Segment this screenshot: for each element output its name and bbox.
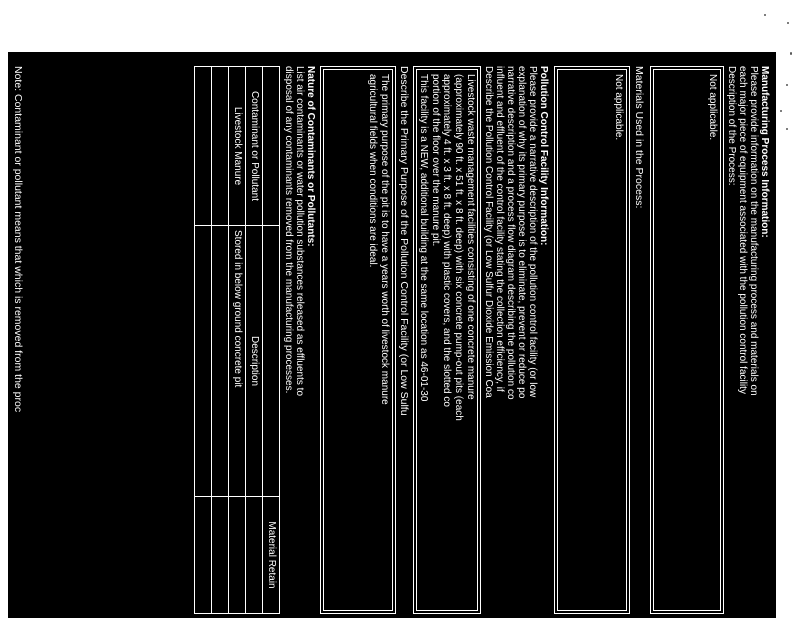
purpose-box [320, 66, 396, 614]
process-description-label: Description of the Process: [726, 66, 737, 186]
scan-speck [786, 84, 788, 86]
manufacturing-heading: Manufacturing Process Information: [759, 66, 770, 238]
process-description-answer: Not applicable. [707, 74, 718, 141]
table-header-row [246, 67, 263, 614]
contaminants-table [194, 66, 280, 614]
scan-speck [787, 22, 789, 24]
table-header-row [263, 67, 280, 614]
table-row [229, 67, 246, 614]
contaminant-cell: Livestock Manure [229, 67, 246, 226]
purpose-label: Describe the Primary Purpose of the Pollution Control Facility (or Low Sulfu [398, 66, 410, 416]
pollution-answer-1: Livestock waste management facilities consisting of one concrete manure [465, 74, 476, 400]
pollution-instructions-4: influent and effluent of the control facility stating the collection efficiency, if [494, 66, 505, 392]
description-cell: Stored in below ground concrete pit [229, 226, 246, 497]
scanned-page [8, 52, 776, 618]
pollution-instructions-1: Please provide a narrative description of the pollution control facility (or low [527, 66, 538, 398]
table-row [212, 67, 229, 614]
table-row [195, 67, 212, 614]
pollution-describe-label: Describe the Pollution Control Facility (or Low Sulfur Dioxide Emission Coa [483, 66, 494, 398]
manufacturing-instructions-2: each major piece of equipment associated with the pollution control facility [737, 66, 748, 394]
contaminants-heading: Nature of Contaminants or Pollutants: [305, 66, 316, 247]
pollution-answer-2: (approximately 90 ft. x 51 ft. x 8 ft. deep) with six concrete pump-out pits (each [453, 74, 465, 421]
col-material-header: Material Retain [263, 497, 280, 614]
col-contaminant-header: Contaminant or Pollutant [246, 67, 263, 226]
col-description-header: Description [246, 226, 263, 497]
manufacturing-instructions-1: Please provide information on the manufacturing process and materials on [748, 66, 759, 396]
material-cell [229, 497, 246, 614]
scan-speck [764, 14, 766, 16]
pollution-answer-5: This facility is a NEW, additional building at the same location as 46-01-30 [417, 74, 429, 402]
footnote: Note: Contaminant or pollutant means that which is removed from the proc [12, 66, 24, 413]
purpose-answer-1: The primary purpose of the pit is to have a years worth of livestock manure [379, 74, 390, 405]
rotated-form [8, 52, 776, 618]
pollution-answer-3: approximately 4 ft. x 3 ft. x 8 ft. deep) with plastic covers, and the slotted co [441, 74, 453, 407]
pollution-instructions-3: narrative description and a process flow diagram describing the pollution co [505, 66, 516, 400]
process-description-box [650, 66, 724, 614]
contaminants-instructions-2: disposal of any contaminants removed from the manufacturing processes. [283, 66, 294, 394]
materials-label: Materials Used in the Process: [633, 66, 645, 209]
materials-box [554, 66, 630, 614]
pollution-instructions-2: explanation of why its primary purpose is to eliminate, prevent or reduce po [516, 66, 527, 399]
materials-answer: Not applicable. [613, 74, 624, 141]
pollution-answer-4: portion of the floor over the manure pit. [429, 74, 441, 247]
scan-speck [786, 128, 788, 130]
purpose-answer-2: agricultural fields when conditions are ideal. [367, 74, 379, 268]
pollution-heading: Pollution Control Facility Information: [538, 66, 549, 246]
pollution-description-box [413, 66, 481, 614]
scan-speck [790, 52, 792, 55]
contaminants-instructions-1: List air contaminants or water pollution substances released as effluents to [294, 66, 305, 396]
scan-speck [780, 110, 782, 112]
